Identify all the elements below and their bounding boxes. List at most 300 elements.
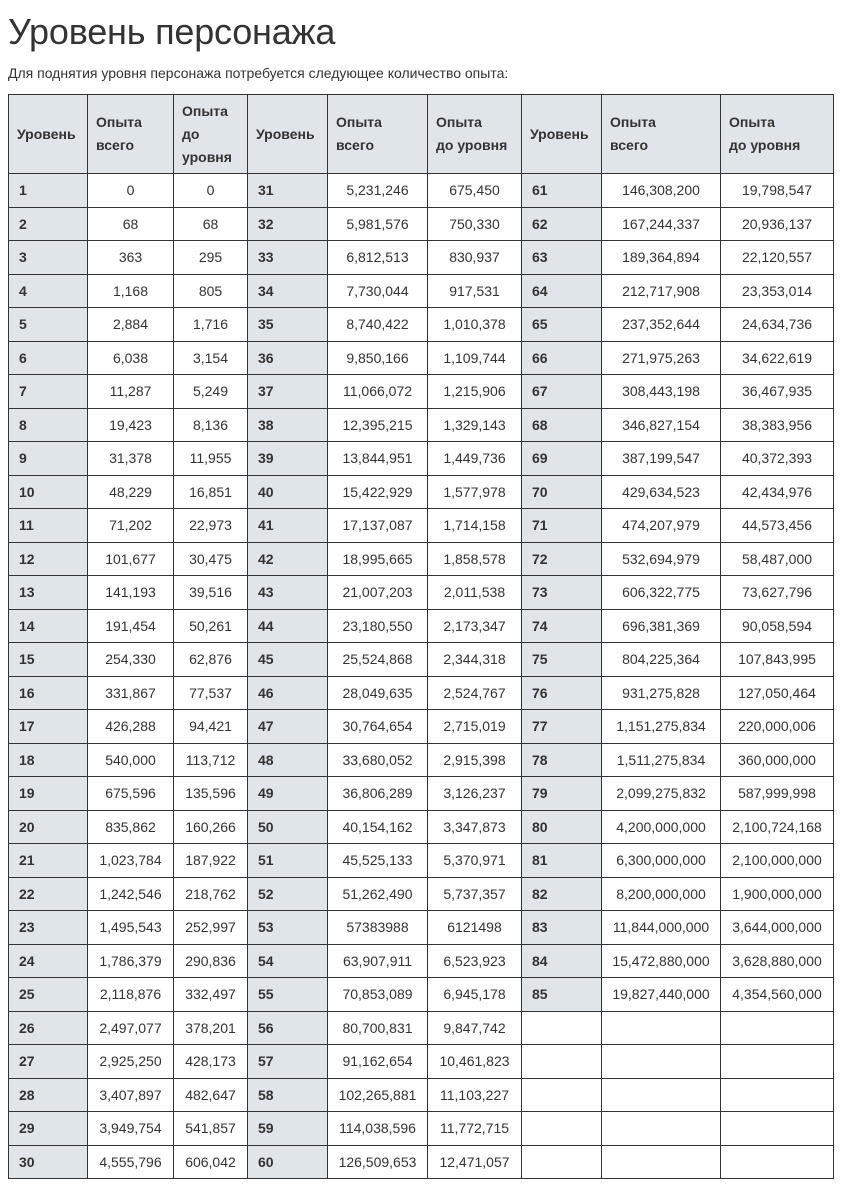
level-cell: 62 <box>522 207 602 241</box>
exp-total-cell: 11,844,000,000 <box>602 911 721 945</box>
level-cell: 46 <box>248 676 328 710</box>
exp-total-cell: 532,694,979 <box>602 542 721 576</box>
level-cell: 19 <box>9 777 88 811</box>
level-cell: 40 <box>248 475 328 509</box>
header-exp-to-level-3 <box>721 95 834 174</box>
level-cell: 78 <box>522 743 602 777</box>
exp-to-level-cell: 19,798,547 <box>721 174 834 208</box>
exp-total-cell: 19,827,440,000 <box>602 978 721 1012</box>
exp-total-cell: 25,524,868 <box>328 643 428 677</box>
exp-to-level-cell: 2,715,019 <box>428 710 522 744</box>
exp-to-level-cell: 3,347,873 <box>428 810 522 844</box>
header-line: уровня <box>182 148 232 165</box>
level-cell: 38 <box>248 408 328 442</box>
level-cell: 36 <box>248 341 328 375</box>
exp-total-cell: 931,275,828 <box>602 676 721 710</box>
exp-total-cell: 6,300,000,000 <box>602 844 721 878</box>
header-line: до уровня <box>436 137 508 153</box>
level-cell <box>522 1011 602 1045</box>
exp-total-cell: 167,244,337 <box>602 207 721 241</box>
exp-total-cell: 474,207,979 <box>602 509 721 543</box>
exp-total-cell: 101,677 <box>88 542 174 576</box>
header-line: всего <box>96 137 135 153</box>
level-cell: 61 <box>522 174 602 208</box>
exp-to-level-cell: 1,329,143 <box>428 408 522 442</box>
level-cell: 14 <box>9 609 88 643</box>
exp-total-cell: 31,378 <box>88 442 174 476</box>
table-row <box>9 274 834 308</box>
exp-to-level-cell: 50,261 <box>174 609 248 643</box>
page-title: Уровень персонажа <box>8 11 336 52</box>
level-cell: 22 <box>9 877 88 911</box>
level-cell: 12 <box>9 542 88 576</box>
exp-to-level-cell: 22,120,557 <box>721 241 834 275</box>
table-row <box>9 341 834 375</box>
exp-to-level-cell <box>721 1112 834 1146</box>
exp-to-level-cell: 2,173,347 <box>428 609 522 643</box>
exp-to-level-cell: 5,370,971 <box>428 844 522 878</box>
level-cell: 77 <box>522 710 602 744</box>
exp-to-level-cell: 10,461,823 <box>428 1045 522 1079</box>
exp-to-level-cell: 295 <box>174 241 248 275</box>
exp-to-level-cell: 16,851 <box>174 475 248 509</box>
exp-total-cell: 23,180,550 <box>328 609 428 643</box>
exp-total-cell: 141,193 <box>88 576 174 610</box>
level-cell: 63 <box>522 241 602 275</box>
exp-to-level-cell: 1,714,158 <box>428 509 522 543</box>
header-line: всего <box>610 137 649 153</box>
level-cell: 3 <box>9 241 88 275</box>
exp-total-cell: 5,231,246 <box>328 174 428 208</box>
exp-to-level-cell: 90,058,594 <box>721 609 834 643</box>
exp-to-level-cell: 675,450 <box>428 174 522 208</box>
exp-total-cell: 68 <box>88 207 174 241</box>
level-cell: 76 <box>522 676 602 710</box>
exp-total-cell: 346,827,154 <box>602 408 721 442</box>
exp-total-cell: 7,730,044 <box>328 274 428 308</box>
table-row <box>9 777 834 811</box>
table-row <box>9 676 834 710</box>
level-cell: 26 <box>9 1011 88 1045</box>
level-cell: 18 <box>9 743 88 777</box>
exp-to-level-cell: 2,100,000,000 <box>721 844 834 878</box>
exp-total-cell: 835,862 <box>88 810 174 844</box>
level-cell: 4 <box>9 274 88 308</box>
level-cell: 32 <box>248 207 328 241</box>
exp-total-cell: 114,038,596 <box>328 1112 428 1146</box>
exp-total-cell: 2,497,077 <box>88 1011 174 1045</box>
exp-to-level-cell: 378,201 <box>174 1011 248 1045</box>
exp-to-level-cell: 62,876 <box>174 643 248 677</box>
exp-total-cell <box>602 1112 721 1146</box>
table-row <box>9 877 834 911</box>
exp-to-level-cell: 2,100,724,168 <box>721 810 834 844</box>
exp-total-cell: 13,844,951 <box>328 442 428 476</box>
exp-to-level-cell: 34,622,619 <box>721 341 834 375</box>
exp-total-cell: 15,472,880,000 <box>602 944 721 978</box>
exp-to-level-cell: 11,103,227 <box>428 1078 522 1112</box>
table-row <box>9 174 834 208</box>
level-cell: 53 <box>248 911 328 945</box>
exp-to-level-cell: 4,354,560,000 <box>721 978 834 1012</box>
level-cell: 30 <box>9 1145 88 1179</box>
table-row <box>9 1145 834 1179</box>
level-cell: 2 <box>9 207 88 241</box>
level-cell: 45 <box>248 643 328 677</box>
table-row <box>9 542 834 576</box>
table-header-row <box>9 95 834 174</box>
level-cell: 33 <box>248 241 328 275</box>
level-cell: 58 <box>248 1078 328 1112</box>
exp-to-level-cell: 94,421 <box>174 710 248 744</box>
level-cell: 84 <box>522 944 602 978</box>
exp-total-cell: 191,454 <box>88 609 174 643</box>
exp-total-cell: 804,225,364 <box>602 643 721 677</box>
exp-total-cell: 30,764,654 <box>328 710 428 744</box>
exp-total-cell: 675,596 <box>88 777 174 811</box>
exp-to-level-cell: 0 <box>174 174 248 208</box>
header-line: Уровень <box>530 125 589 142</box>
header-level-1 <box>9 95 88 174</box>
level-cell: 37 <box>248 375 328 409</box>
exp-to-level-cell: 5,249 <box>174 375 248 409</box>
level-cell: 9 <box>9 442 88 476</box>
exp-to-level-cell <box>721 1011 834 1045</box>
exp-total-cell: 9,850,166 <box>328 341 428 375</box>
table-row <box>9 475 834 509</box>
table-row <box>9 509 834 543</box>
exp-total-cell: 6,038 <box>88 341 174 375</box>
exp-to-level-cell: 68 <box>174 207 248 241</box>
exp-to-level-cell: 917,531 <box>428 274 522 308</box>
header-line: всего <box>336 137 375 153</box>
exp-total-cell: 3,949,754 <box>88 1112 174 1146</box>
exp-to-level-cell: 36,467,935 <box>721 375 834 409</box>
exp-to-level-cell: 1,109,744 <box>428 341 522 375</box>
exp-to-level-cell: 3,628,880,000 <box>721 944 834 978</box>
level-cell: 69 <box>522 442 602 476</box>
level-cell: 8 <box>9 408 88 442</box>
exp-to-level-cell: 6121498 <box>428 911 522 945</box>
header-exp-to-level-2 <box>428 95 522 174</box>
level-cell <box>522 1112 602 1146</box>
exp-total-cell: 363 <box>88 241 174 275</box>
exp-total-cell: 2,118,876 <box>88 978 174 1012</box>
exp-total-cell: 331,867 <box>88 676 174 710</box>
exp-total-cell: 1,786,379 <box>88 944 174 978</box>
exp-total-cell: 33,680,052 <box>328 743 428 777</box>
level-cell: 25 <box>9 978 88 1012</box>
level-cell: 13 <box>9 576 88 610</box>
level-cell: 47 <box>248 710 328 744</box>
header-exp-to-level-1 <box>174 95 248 174</box>
exp-to-level-cell: 58,487,000 <box>721 542 834 576</box>
level-cell: 83 <box>522 911 602 945</box>
level-cell: 74 <box>522 609 602 643</box>
header-level-3 <box>522 95 602 174</box>
exp-total-cell: 102,265,881 <box>328 1078 428 1112</box>
level-cell: 44 <box>248 609 328 643</box>
table-row <box>9 810 834 844</box>
level-cell: 85 <box>522 978 602 1012</box>
exp-to-level-cell: 39,516 <box>174 576 248 610</box>
table-row <box>9 978 834 1012</box>
exp-to-level-cell: 830,937 <box>428 241 522 275</box>
level-cell: 48 <box>248 743 328 777</box>
exp-to-level-cell: 30,475 <box>174 542 248 576</box>
exp-to-level-cell: 22,973 <box>174 509 248 543</box>
exp-to-level-cell: 6,523,923 <box>428 944 522 978</box>
exp-to-level-cell: 428,173 <box>174 1045 248 1079</box>
level-cell: 24 <box>9 944 88 978</box>
exp-total-cell: 0 <box>88 174 174 208</box>
table-row <box>9 1112 834 1146</box>
level-cell: 10 <box>9 475 88 509</box>
header-level-2 <box>248 95 328 174</box>
level-cell: 15 <box>9 643 88 677</box>
header-line: Опыта <box>96 114 142 130</box>
level-cell: 60 <box>248 1145 328 1179</box>
exp-to-level-cell: 40,372,393 <box>721 442 834 476</box>
level-cell: 5 <box>9 308 88 342</box>
exp-to-level-cell: 113,712 <box>174 743 248 777</box>
exp-to-level-cell: 332,497 <box>174 978 248 1012</box>
exp-to-level-cell: 20,936,137 <box>721 207 834 241</box>
level-cell: 41 <box>248 509 328 543</box>
level-cell: 20 <box>9 810 88 844</box>
exp-to-level-cell: 187,922 <box>174 844 248 878</box>
table-body <box>9 174 834 1179</box>
exp-to-level-cell: 805 <box>174 274 248 308</box>
table-row <box>9 408 834 442</box>
table-row <box>9 609 834 643</box>
header-line: Опыта <box>729 114 775 130</box>
header-line: Опыта <box>182 102 228 119</box>
table-row <box>9 643 834 677</box>
level-cell: 73 <box>522 576 602 610</box>
level-cell: 68 <box>522 408 602 442</box>
header-line: до <box>182 125 200 142</box>
exp-to-level-cell: 1,577,978 <box>428 475 522 509</box>
exp-total-cell: 212,717,908 <box>602 274 721 308</box>
level-cell: 70 <box>522 475 602 509</box>
level-cell: 57 <box>248 1045 328 1079</box>
table-row <box>9 944 834 978</box>
level-cell: 66 <box>522 341 602 375</box>
table-row <box>9 710 834 744</box>
exp-to-level-cell: 24,634,736 <box>721 308 834 342</box>
exp-to-level-cell: 252,997 <box>174 911 248 945</box>
exp-total-cell: 71,202 <box>88 509 174 543</box>
exp-total-cell: 36,806,289 <box>328 777 428 811</box>
level-cell: 82 <box>522 877 602 911</box>
exp-total-cell: 40,154,162 <box>328 810 428 844</box>
exp-to-level-cell: 587,999,998 <box>721 777 834 811</box>
header-exp-total-3 <box>602 95 721 174</box>
level-cell: 75 <box>522 643 602 677</box>
exp-to-level-cell: 127,050,464 <box>721 676 834 710</box>
level-cell: 16 <box>9 676 88 710</box>
exp-to-level-cell: 107,843,995 <box>721 643 834 677</box>
level-cell: 42 <box>248 542 328 576</box>
exp-total-cell: 146,308,200 <box>602 174 721 208</box>
exp-total-cell: 63,907,911 <box>328 944 428 978</box>
level-cell: 27 <box>9 1045 88 1079</box>
level-cell: 34 <box>248 274 328 308</box>
level-cell <box>522 1045 602 1079</box>
exp-to-level-cell: 11,772,715 <box>428 1112 522 1146</box>
exp-to-level-cell: 2,344,318 <box>428 643 522 677</box>
level-cell: 80 <box>522 810 602 844</box>
table-row <box>9 844 834 878</box>
exp-total-cell: 2,925,250 <box>88 1045 174 1079</box>
exp-to-level-cell: 218,762 <box>174 877 248 911</box>
header-line: Опыта <box>610 114 656 130</box>
table-row <box>9 1011 834 1045</box>
table-row <box>9 308 834 342</box>
level-cell: 65 <box>522 308 602 342</box>
header-line: Уровень <box>256 125 315 142</box>
level-cell: 1 <box>9 174 88 208</box>
exp-total-cell: 11,287 <box>88 375 174 409</box>
level-cell <box>522 1078 602 1112</box>
exp-total-cell: 15,422,929 <box>328 475 428 509</box>
exp-to-level-cell: 77,537 <box>174 676 248 710</box>
level-cell: 51 <box>248 844 328 878</box>
exp-to-level-cell: 135,596 <box>174 777 248 811</box>
exp-to-level-cell: 541,857 <box>174 1112 248 1146</box>
table-row <box>9 241 834 275</box>
exp-to-level-cell: 606,042 <box>174 1145 248 1179</box>
level-cell: 71 <box>522 509 602 543</box>
level-cell: 17 <box>9 710 88 744</box>
exp-to-level-cell: 11,955 <box>174 442 248 476</box>
exp-total-cell: 57383988 <box>328 911 428 945</box>
level-cell: 56 <box>248 1011 328 1045</box>
exp-total-cell: 254,330 <box>88 643 174 677</box>
table-row <box>9 442 834 476</box>
exp-to-level-cell: 8,136 <box>174 408 248 442</box>
exp-to-level-cell: 220,000,006 <box>721 710 834 744</box>
exp-total-cell: 308,443,198 <box>602 375 721 409</box>
table-row <box>9 1045 834 1079</box>
table-row <box>9 743 834 777</box>
experience-table <box>8 94 834 1179</box>
exp-total-cell: 4,200,000,000 <box>602 810 721 844</box>
exp-total-cell <box>602 1011 721 1045</box>
exp-total-cell: 28,049,635 <box>328 676 428 710</box>
exp-total-cell: 4,555,796 <box>88 1145 174 1179</box>
exp-to-level-cell <box>721 1045 834 1079</box>
exp-to-level-cell: 1,858,578 <box>428 542 522 576</box>
exp-to-level-cell: 3,154 <box>174 341 248 375</box>
exp-to-level-cell: 3,126,237 <box>428 777 522 811</box>
intro-text: Для поднятия уровня персонажа потребуется следующее количество опыта: <box>8 65 509 81</box>
exp-total-cell: 17,137,087 <box>328 509 428 543</box>
exp-total-cell: 1,242,546 <box>88 877 174 911</box>
level-cell: 79 <box>522 777 602 811</box>
exp-total-cell: 696,381,369 <box>602 609 721 643</box>
exp-to-level-cell: 1,716 <box>174 308 248 342</box>
exp-total-cell: 70,853,089 <box>328 978 428 1012</box>
exp-total-cell: 1,168 <box>88 274 174 308</box>
level-cell: 50 <box>248 810 328 844</box>
level-cell: 55 <box>248 978 328 1012</box>
level-cell: 59 <box>248 1112 328 1146</box>
exp-to-level-cell: 5,737,357 <box>428 877 522 911</box>
exp-to-level-cell: 1,449,736 <box>428 442 522 476</box>
exp-total-cell: 18,995,665 <box>328 542 428 576</box>
exp-to-level-cell: 6,945,178 <box>428 978 522 1012</box>
level-cell <box>522 1145 602 1179</box>
exp-total-cell: 387,199,547 <box>602 442 721 476</box>
exp-total-cell: 237,352,644 <box>602 308 721 342</box>
exp-total-cell: 1,151,275,834 <box>602 710 721 744</box>
level-cell: 67 <box>522 375 602 409</box>
exp-to-level-cell: 1,010,378 <box>428 308 522 342</box>
exp-total-cell: 8,740,422 <box>328 308 428 342</box>
level-cell: 23 <box>9 911 88 945</box>
exp-total-cell: 21,007,203 <box>328 576 428 610</box>
level-cell: 39 <box>248 442 328 476</box>
exp-total-cell: 11,066,072 <box>328 375 428 409</box>
level-cell: 11 <box>9 509 88 543</box>
exp-to-level-cell: 1,900,000,000 <box>721 877 834 911</box>
level-cell: 31 <box>248 174 328 208</box>
table-row <box>9 207 834 241</box>
exp-to-level-cell: 2,011,538 <box>428 576 522 610</box>
exp-total-cell: 8,200,000,000 <box>602 877 721 911</box>
exp-to-level-cell: 1,215,906 <box>428 375 522 409</box>
exp-to-level-cell: 42,434,976 <box>721 475 834 509</box>
level-cell: 21 <box>9 844 88 878</box>
exp-total-cell: 189,364,894 <box>602 241 721 275</box>
header-line: до уровня <box>729 137 801 153</box>
level-cell: 54 <box>248 944 328 978</box>
exp-total-cell <box>602 1045 721 1079</box>
exp-to-level-cell: 2,524,767 <box>428 676 522 710</box>
exp-total-cell: 1,023,784 <box>88 844 174 878</box>
exp-total-cell: 606,322,775 <box>602 576 721 610</box>
level-cell: 81 <box>522 844 602 878</box>
exp-to-level-cell: 38,383,956 <box>721 408 834 442</box>
header-exp-total-1 <box>88 95 174 174</box>
exp-to-level-cell: 12,471,057 <box>428 1145 522 1179</box>
header-line: Опыта <box>336 114 382 130</box>
exp-to-level-cell <box>721 1145 834 1179</box>
exp-total-cell: 2,099,275,832 <box>602 777 721 811</box>
exp-to-level-cell: 360,000,000 <box>721 743 834 777</box>
level-cell: 29 <box>9 1112 88 1146</box>
exp-to-level-cell: 160,266 <box>174 810 248 844</box>
exp-total-cell <box>602 1145 721 1179</box>
exp-total-cell: 540,000 <box>88 743 174 777</box>
level-cell: 7 <box>9 375 88 409</box>
exp-to-level-cell: 750,330 <box>428 207 522 241</box>
exp-total-cell: 426,288 <box>88 710 174 744</box>
exp-to-level-cell: 23,353,014 <box>721 274 834 308</box>
exp-total-cell: 2,884 <box>88 308 174 342</box>
exp-to-level-cell: 2,915,398 <box>428 743 522 777</box>
table-row <box>9 375 834 409</box>
exp-total-cell: 80,700,831 <box>328 1011 428 1045</box>
level-cell: 35 <box>248 308 328 342</box>
exp-total-cell: 126,509,653 <box>328 1145 428 1179</box>
level-cell: 64 <box>522 274 602 308</box>
level-cell: 28 <box>9 1078 88 1112</box>
exp-total-cell: 5,981,576 <box>328 207 428 241</box>
level-cell: 72 <box>522 542 602 576</box>
